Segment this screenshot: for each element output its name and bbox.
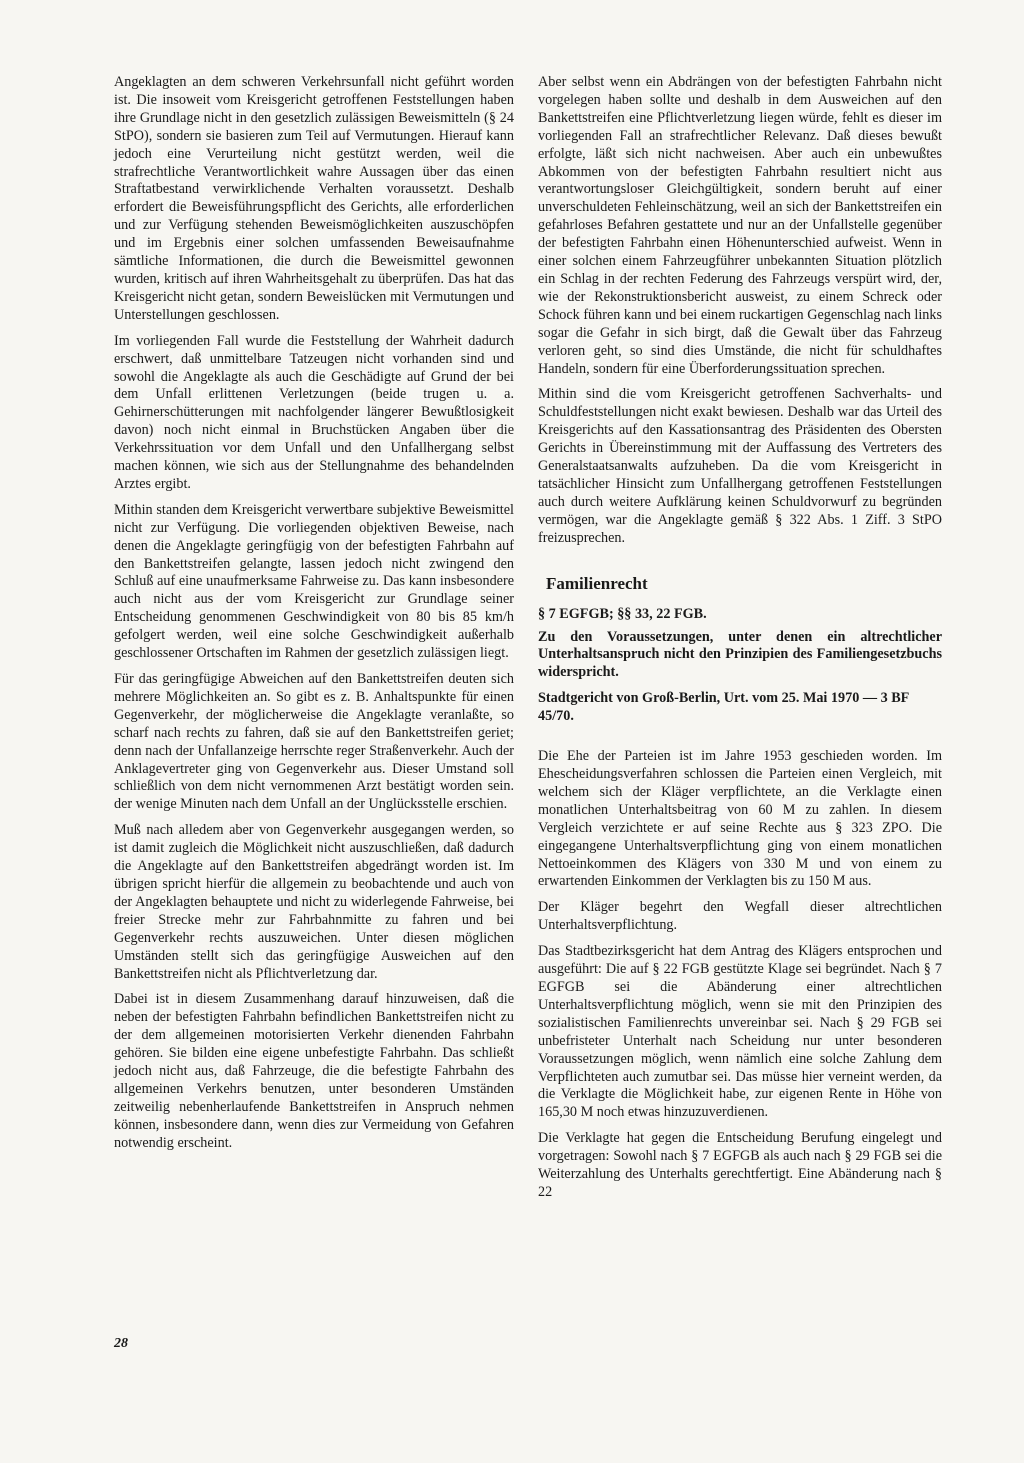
- body-paragraph: Mithin sind die vom Kreisgericht getroffenen Sachverhalts- und Schuldfeststellungen nicht exakt bewiesen. Deshalb war das Urteil des Kreisgerichts auf den Kassationsantrag des Präsidenten des Obersten Gerichts in Übereinstimmung mit der Auffassung des Vertreters des Generalstaatsanwalts aufzuheben. Da die vom Kreisgericht in tatsächlicher Hinsicht zum Unfallhergang getroffenen Feststellungen auch durch weitere Aufklärung keinen Schuldvorwurf zu begründen vermögen, war die Angeklagte gemäß § 322 Abs. 1 Ziff. 3 StPO freizusprechen.: [538, 386, 942, 546]
- body-paragraph: Im vorliegenden Fall wurde die Feststellung der Wahrheit dadurch erschwert, daß unmittelbare Tatzeugen nicht vorhanden sind und sowohl die Angeklagte als auch die Geschädigte auf Grund der bei dem Unfall erlittenen Verletzungen (beide trugen u. a. Gehirnerschütterungen mit nachfolgender längerer Bewußtlosigkeit davon) noch nicht einmal in Bruchstücken Angaben über die Verkehrssituation vor dem Unfall und den Unfallhergang selbst machen können, wie sich aus der Stellungnahme des behandelnden Arztes ergibt.: [114, 332, 514, 492]
- body-paragraph: Aber selbst wenn ein Abdrängen von der befestigten Fahrbahn nicht vorgelegen haben sollte und deshalb in dem Ausweichen auf den Bankettstreifen eine Pflichtverletzung liegen würde, fehlt es dieser im vorliegenden Fall an strafrechtlicher Relevanz. Daß dieses bewußt erfolgte, läßt sich nicht nachweisen. Aber auch ein unbewußtes Abkommen von der befestigten Fahrbahn resultiert nicht aus verantwortungsloser Gleichgültigkeit, sondern beruht auf einer unverschuldeten Fehleinschätzung, weil an sich der Bankettstreifen ein gefahrloses Befahren gestattete und nur an der Unfallstelle gegenüber der befestigten Fahrbahn einen Höhenunterschied aufweist. Wenn in einer solchen einem Fahrzeugführer unbekannten Situation plötzlich ein Schlag in der rechten Federung des Fahrzeugs verspürt wird, der, wie der Rekonstruktionsbericht ausweist, zu einem Schreck oder Schock führen kann und bei einem ruckartigen Gegenschlag nach links sogar die Gefahr in sich birgt, daß die Gewalt über das Fahrzeug verloren geht, so sind dies Umstände, die nicht für schuldhaftes Handeln, sondern für eine Überforderungssituation sprechen.: [538, 74, 942, 377]
- legal-norm-reference: § 7 EGFGB; §§ 33, 22 FGB.: [538, 605, 707, 622]
- body-paragraph: Angeklagten an dem schweren Verkehrsunfall nicht geführt worden ist. Die insoweit vom Kreisgericht getroffenen Feststellungen haben ihre Grundlage nicht in den gesetzlich zulässigen Beweismitteln (§ 24 StPO), sondern sie basieren zum Teil auf Vermutungen. Hierauf kann jedoch eine Verurteilung nicht gestützt werden, weil die strafrechtliche Verantwortlichkeit wahre Aussagen über das einen Straftatbestand verwirklichende Verhalten voraussetzt. Deshalb erfordert die Beweisführungspflicht des Gerichts, alle erforderlichen und zur Verfügung stehenden Beweismöglichkeiten auszuschöpfen und im Ergebnis einer solchen umfassenden Beweisaufnahme sämtliche Informationen, die durch die Beweismittel gewonnen wurden, kritisch auf ihren Wahrheitsgehalt zu überprüfen. Das hat das Kreisgericht nicht getan, sondern Beweislücken mit Vermutungen und Unterstellungen geschlossen.: [114, 74, 514, 323]
- body-paragraph: Die Verklagte hat gegen die Entscheidung Berufung eingelegt und vorgetragen: Sowohl nach § 7 EGFGB als auch nach § 29 FGB sei die Weiterzahlung des Unterhalts gerechtfertigt. Eine Abänderung nach § 22: [538, 1130, 942, 1200]
- body-paragraph: Der Kläger begehrt den Wegfall dieser altrechtlichen Unterhaltsverpflichtung.: [538, 899, 942, 934]
- body-paragraph: Für das geringfügige Abweichen auf den Bankettstreifen deuten sich mehrere Möglichkeiten an. So gibt es z. B. Anhaltspunkte für einen Gegenverkehr, der möglicherweise die Angeklagte veranlaßte, so scharf nach rechts zu fahren, daß sie auf den Bankettstreifen geriet; denn nach der Unfallanzeige herrschte reger Straßenverkehr. Auch der Anklagevertreter ging von Gegenverkehr aus. Dieser Umstand soll schließlich von dem nicht vernommenen Arzt bestätigt worden sein. der wenige Minuten nach dem Unfall an der Unglücksstelle erschien.: [114, 671, 514, 813]
- body-paragraph: Mithin standen dem Kreisgericht verwertbare subjektive Beweismittel nicht zur Verfügung. Die vorliegenden objektiven Beweise, nach denen die Angeklagte geringfügig von der befestigten Fahrbahn auf den Bankettstreifen gelangte, lassen jedoch nicht zwingend den Schluß auf eine unaufmerksame Fahrweise zu. Das kann insbesondere auch nicht aus der vom Kreisgericht zur Grundlage seiner Entscheidung genommenen Geschwindigkeit von 80 bis 85 km/h gefolgert werden, weil eine solche Geschwindigkeit außerhalb geschlossener Ortschaften im Rahmen der gesetzlich zulässigen liegt.: [114, 501, 514, 662]
- body-paragraph: Die Ehe der Parteien ist im Jahre 1953 geschieden worden. Im Ehescheidungsverfahren schlossen die Parteien einen Vergleich, mit welchem sich der Kläger verpflichtete, an die Verklagte einen monatlichen Unterhaltsbeitrag von 60 M zu zahlen. In diesem Vergleich verzichtete er auf seine Rechte aus § 323 ZPO. Die eingegangene Unterhaltsverpflichtung ging von einem monatlichen Nettoeinkommen des Klägers von 330 M und von einem zu erwartenden Einkommen der Verklagten bis zu 150 M aus.: [538, 748, 942, 890]
- body-paragraph: Dabei ist in diesem Zusammenhang darauf hinzuweisen, daß die neben der befestigten Fahrbahn befindlichen Bankettstreifen nicht zu der dem allgemeinen motorisierten Verkehr dienenden Fahrbahn gehören. Sie bilden eine eigene unbefestigte Fahrbahn. Das schließt jedoch nicht aus, daß Fahrzeuge, die die befestigte Fahrbahn des allgemeinen Verkehrs benutzen, unter besonderen Umständen zeitweilig nebenherlaufende Bankettstreifen in Anspruch nehmen können, insbesondere dann, wenn dies zur Vermeidung von Gefahren notwendig erscheint.: [114, 991, 514, 1151]
- body-paragraph: Das Stadtbezirksgericht hat dem Antrag des Klägers entsprochen und ausgeführt: Die auf § 22 FGB gestützte Klage sei begründet. Nach § 7 EGFGB sei die Abänderung einer altrechtlichen Unterhaltsverpflichtung möglich, wenn sie mit den Prinzipien des sozialistischen Familienrechts unvereinbar sei. Nach § 29 FGB sei unbefristeter Unterhalt nach Scheidung nur unter besonderen Voraussetzungen möglich, wenn nämlich eine solche Zahlung dem Verpflichteten auch zumutbar sei. Das müsse hier verneint werden, da die Verklagte die Möglichkeit habe, zur eigenen Rente in Höhe von 165,30 M noch etwas hinzuzuverdienen.: [538, 943, 942, 1121]
- right-column: [538, 74, 942, 1210]
- body-paragraph: Muß nach alledem aber von Gegenverkehr ausgegangen werden, so ist damit zugleich die Möglichkeit nicht auszuschließen, daß dadurch die Angeklagte auf den Bankettstreifen abgedrängt worden ist. Im übrigen spricht hierfür die allgemein zu beobachtende und auch von der Angeklagten behauptete und nicht zu widerlegende Fahrweise, bei freier Strecke mehr zur Fahrbahnmitte zu fahren und bei Gegenverkehr rechts auszuweichen. Unter diesen möglichen Umständen stellt sich das geringfügige Ausweichen auf den Bankettstreifen nicht als Pflichtverletzung dar.: [114, 822, 514, 982]
- left-column: [114, 74, 514, 1161]
- page-number: 28: [114, 1336, 128, 1351]
- section-heading: Familienrecht: [546, 573, 648, 593]
- court-citation: Stadtgericht von Groß-Berlin, Urt. vom 25. Mai 1970 — 3 BF 45/70.: [538, 690, 909, 725]
- headnote: Zu den Voraussetzungen, unter denen ein altrechtlicher Unterhaltsanspruch nicht den Prinzipien des Familiengesetzbuchs widerspricht.: [538, 628, 942, 681]
